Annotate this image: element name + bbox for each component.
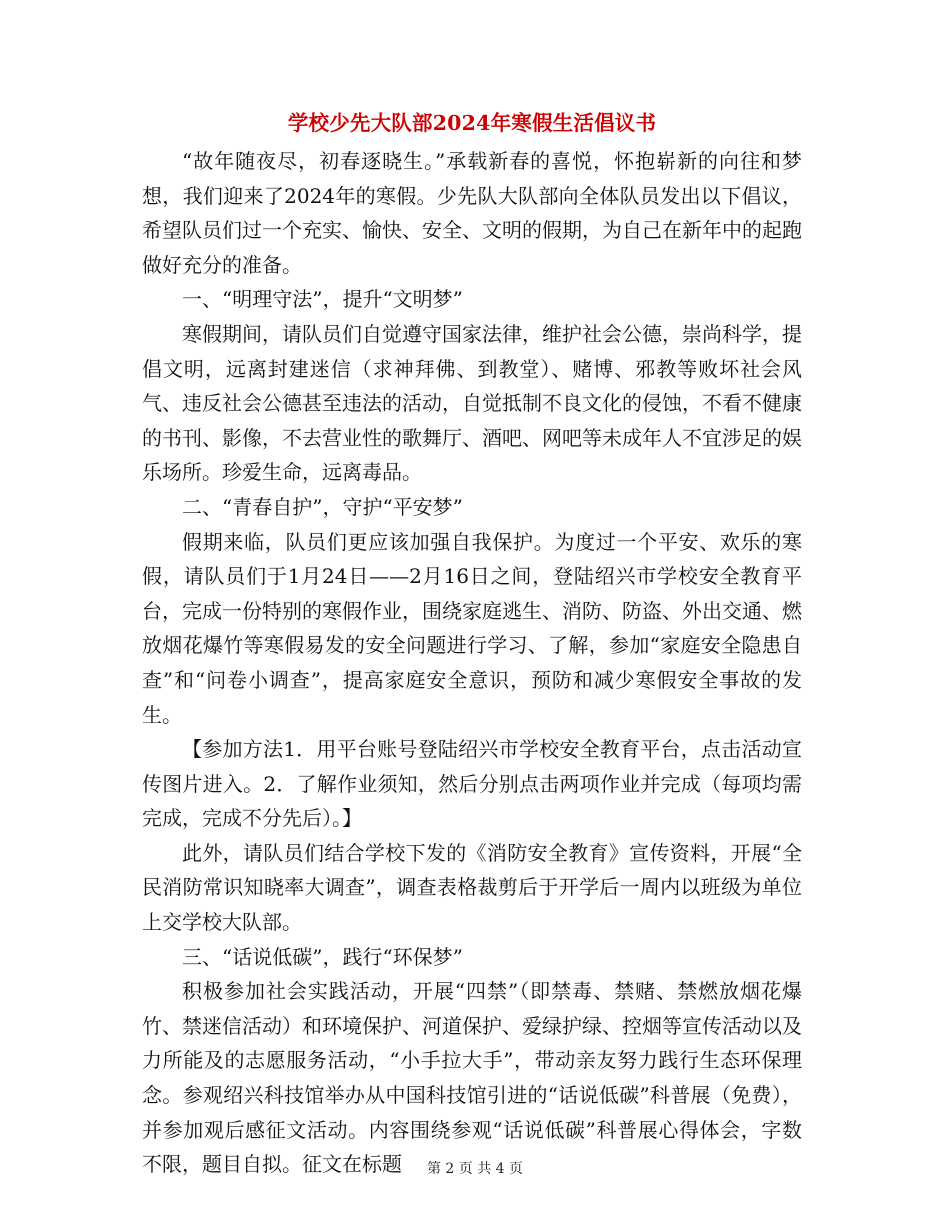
document-body [142, 106, 802, 1182]
paragraph-participation-method: 【参加方法1．用平台账号登陆绍兴市学校安全教育平台，点击活动宣传图片进入。2．了解作业须知，然后分别点击两项作业并完成（每项均需完成，完成不分先后）。】 [142, 737, 802, 831]
paragraph-section-1: 寒假期间，请队员们自觉遵守国家法律，维护社会公德，崇尚科学，提倡文明，远离封建迷信（求神拜佛、到教堂）、赌博、邪教等败坏社会风气、违反社会公德甚至违法的活动，自觉抵制不良文化的侵蚀，不看不健康的书刊、影像，不去营业性的歌舞厅、酒吧、网吧等未成年人不宜涉足的娱乐场所。珍爱生命，远离毒品。 [142, 321, 802, 485]
section-heading-1: 一、“明理守法”，提升“文明梦” [182, 287, 463, 312]
section-heading-3: 三、“话说低碳”，践行“环保梦” [182, 944, 463, 969]
section-heading-2: 二、“青春自护”，守护“平安梦” [182, 494, 463, 519]
page-number-footer: 第 2 页 共 4 页 [426, 1161, 524, 1177]
paragraph-intro: “故年随夜尽，初春逐晓生。”承载新春的喜悦，怀抱崭新的向往和梦想，我们迎来了2024年的寒假。少先队大队部向全体队员发出以下倡议，希望队员们过一个充实、愉快、安全、文明的假期，为自己在新年中的起跑做好充分的准备。 [142, 149, 802, 277]
document-title: 学校少先大队部2024年寒假生活倡议书 [287, 111, 657, 135]
paragraph-section-3: 积极参加社会实践活动，开展“四禁”（即禁毒、禁赌、禁燃放烟花爆竹、禁迷信活动）和环境保护、河道保护、爱绿护绿、控烟等宣传活动以及力所能及的志愿服务活动，“小手拉大手”，带动亲友努力践行生态环保理念。参观绍兴科技馆举办从中国科技馆引进的“话说低碳”科普展（免费），并参加观后感征文活动。内容围绕参观“话说低碳”科普展心得体会，字数不限，题目自拟。征文在标题 [142, 979, 802, 1177]
paragraph-section-2: 假期来临，队员们更应该加强自我保护。为度过一个平安、欢乐的寒假，请队员们于1月24日——2月16日之间，登陆绍兴市学校安全教育平台，完成一份特别的寒假作业，围绕家庭逃生、消防、防盗、外出交通、燃放烟花爆竹等寒假易发的安全问题进行学习、了解，参加“家庭安全隐患自查”和“问卷小调查”，提高家庭安全意识，预防和减少寒假安全事故的发生。 [142, 529, 802, 727]
paragraph-fire-safety: 此外，请队员们结合学校下发的《消防安全教育》宣传资料，开展“全民消防常识知晓率大调查”，调查表格裁剪后于开学后一周内以班级为单位上交学校大队部。 [142, 840, 802, 935]
